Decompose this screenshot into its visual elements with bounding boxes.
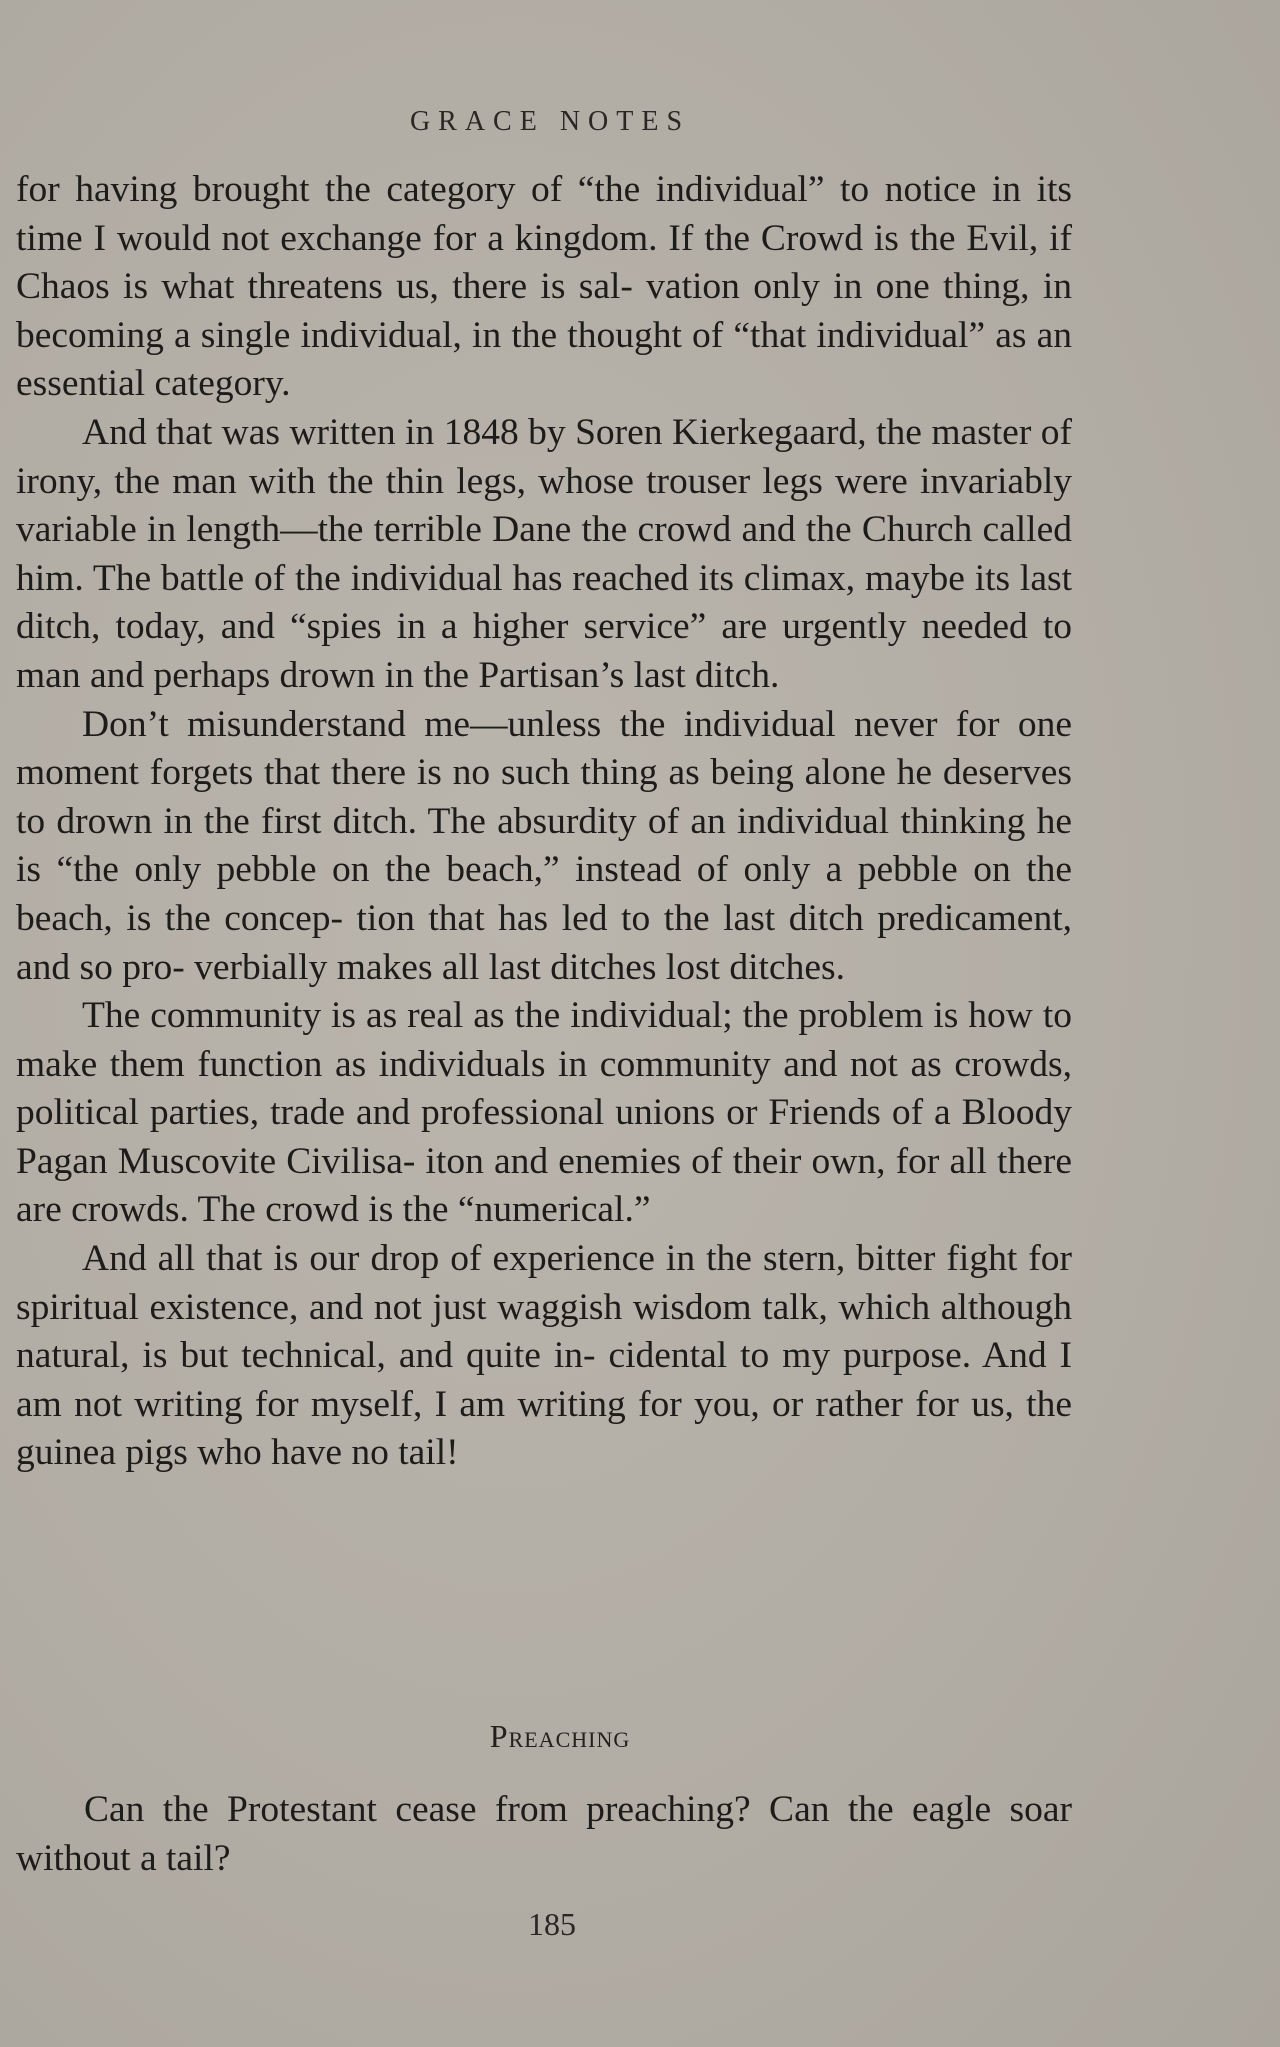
section-heading: Preaching <box>489 1718 631 1754</box>
page-number: 185 <box>528 1906 576 1942</box>
paragraph-5: And all that is our drop of experience in the stern, bitter fight for spiritual existence, and not just waggish wisdom talk, which although natural, is but technical, and quite in- cidental to my purpose. And I am not writing for myself, I am writing for you, or rather for us, the guinea pigs who have no tail! <box>16 1238 1072 1474</box>
section-paragraph: Can the Protestant cease from preaching? Can the eagle soar without a tail? <box>16 1789 1072 1879</box>
section-body <box>16 1786 1072 1883</box>
paragraph-2: And that was written in 1848 by Soren Kierkegaard, the master of irony, the man with the thin legs, whose trouser legs were invariably variable in length—the terrible Dane the crowd and the Church called him. The battle of the individual has reached its climax, maybe its last ditch, today, and “spies in a higher service” are urgently needed to man and perhaps drown in the Partisan’s last ditch. <box>16 411 1072 696</box>
running-head: GRACE NOTES <box>409 106 691 137</box>
body-text <box>16 166 1072 1478</box>
paragraph-4: The community is as real as the individual; the problem is how to make them function as individuals in community and not as crowds, political parties, trade and professional unions or Friends of a Bloody Pagan Muscovite Civilisa- iton and enemies of their own, for all there are crowds. The crowd is the “numerical.” <box>16 995 1072 1231</box>
paragraph-3: Don’t misunderstand me—unless the individual never for one moment forgets that there is no such thing as being alone he deserves to drown in the first ditch. The absurdity of an individual thinking he is “the only pebble on the beach,” instead of only a pebble on the beach, is the concep- tion that has led to the last ditch predicament, and so pro- verbially makes all last ditches lost ditches. <box>16 703 1072 988</box>
paragraph-1: for having brought the category of “the individual” to notice in its time I would not exchange for a kingdom. If the Crowd is the Evil, if Chaos is what threatens us, there is sal- vation only in one thing, in becoming a single individual, in the thought of “that individual” as an essential category. <box>16 169 1072 405</box>
